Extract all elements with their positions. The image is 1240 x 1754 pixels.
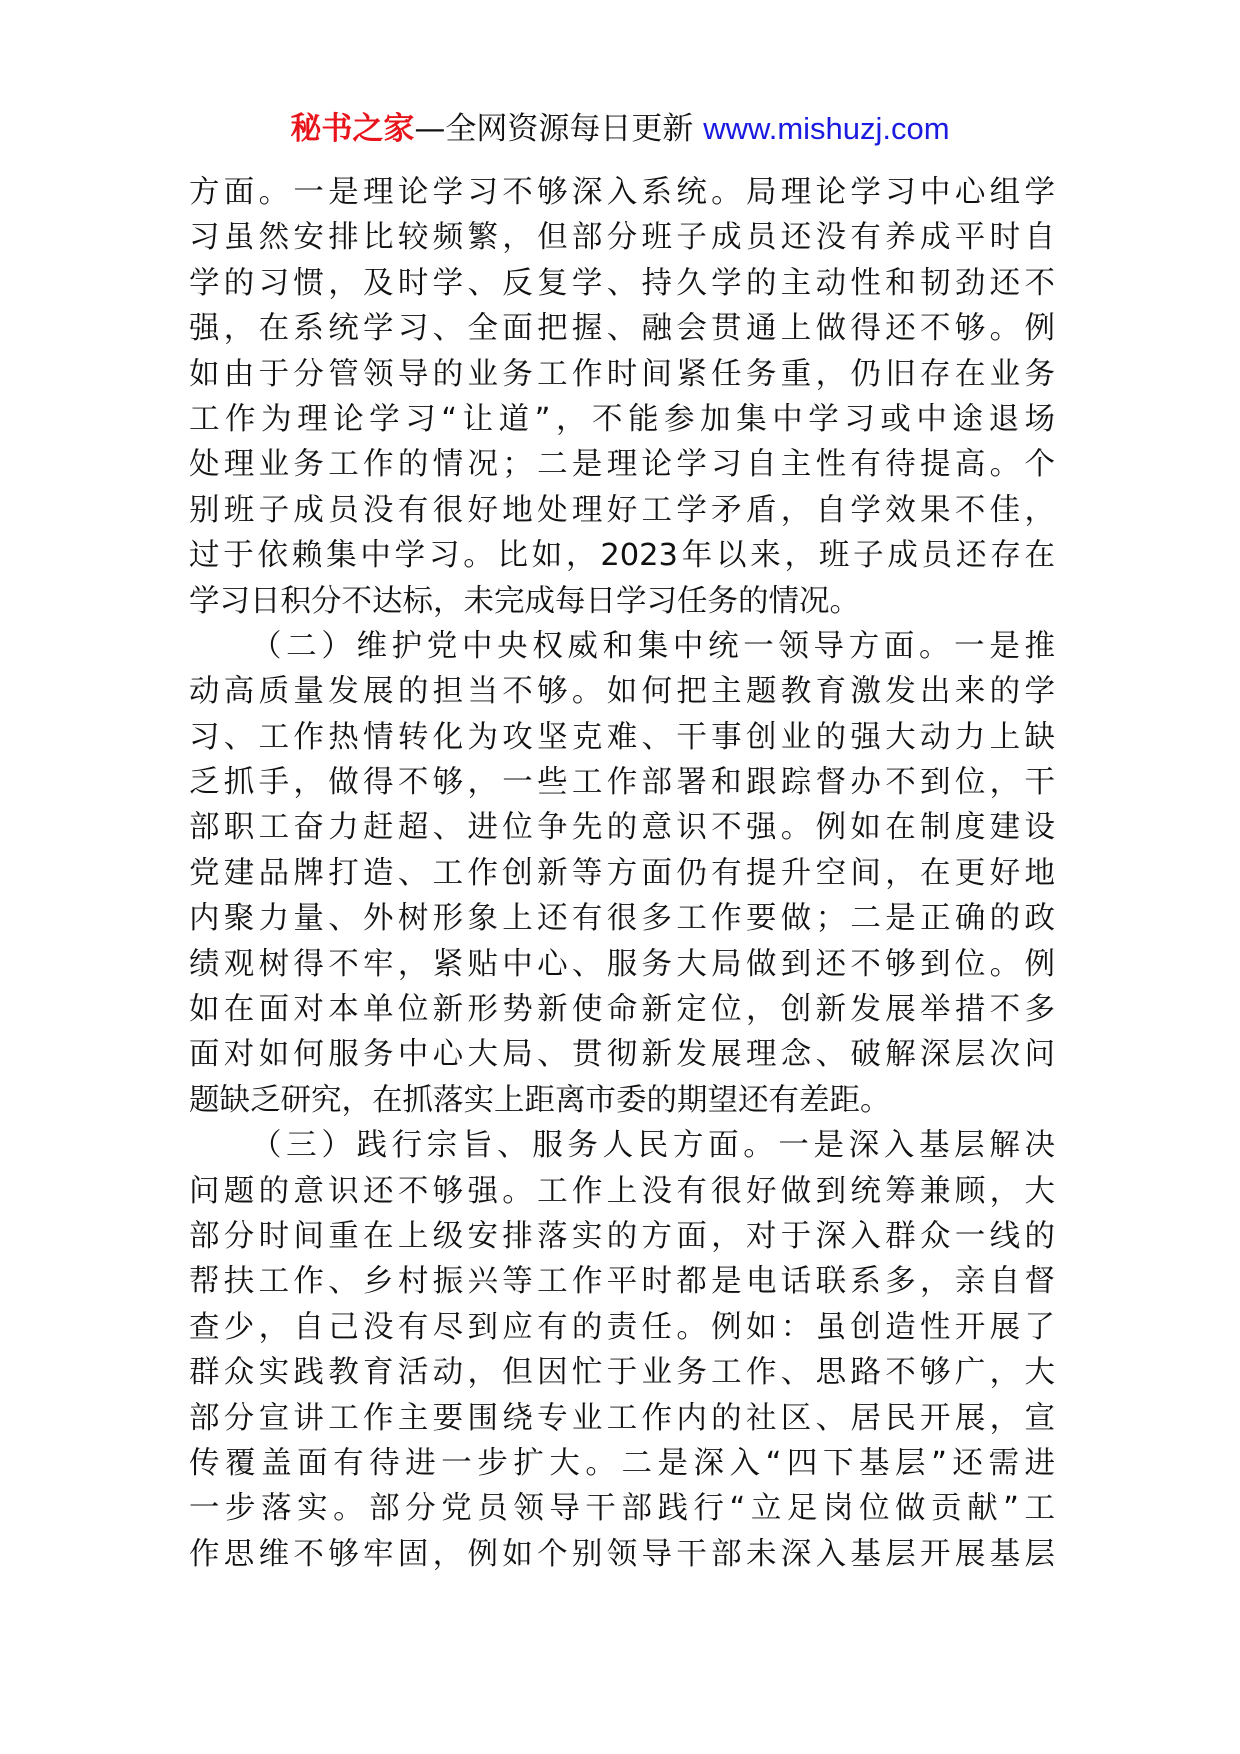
text-line: 问题的意识还不够强。工作上没有很好做到统筹兼顾，大	[189, 1173, 1055, 1209]
body-text	[189, 170, 1055, 1577]
text-line: 作思维不够牢固，例如个别领导干部未深入基层开展基层	[189, 1536, 1055, 1572]
text-line: 习、工作热情转化为攻坚克难、干事创业的强大动力上缺	[189, 719, 1055, 755]
brand-name: 秘书之家	[290, 111, 415, 147]
text-line: 过于依赖集中学习。比如，2023年以来，班子成员还存在	[189, 538, 1055, 574]
text-line: 如由于分管领导的业务工作时间紧任务重，仍旧存在业务	[189, 356, 1055, 392]
site-url-link[interactable]: www.mishuzj.com	[703, 111, 950, 146]
text-line: 别班子成员没有很好地处理好工学矛盾，自学效果不佳，	[189, 492, 1055, 528]
page-header	[0, 104, 1240, 154]
text-line: 内聚力量、外树形象上还有很多工作要做；二是正确的政	[189, 901, 1055, 937]
text-line: 群众实践教育活动，但因忙于业务工作、思路不够广，大	[189, 1355, 1055, 1391]
text-line: 强，在系统学习、全面把握、融会贯通上做得还不够。例	[189, 311, 1055, 347]
text-line: 查少，自己没有尽到应有的责任。例如：虽创造性开展了	[189, 1309, 1055, 1345]
header-tagline: —全网资源每日更新	[414, 111, 704, 147]
text-line: 方面。一是理论学习不够深入系统。局理论学习中心组学	[189, 175, 1055, 210]
text-line: 部分时间重在上级安排落实的方面，对于深入群众一线的	[189, 1218, 1055, 1254]
text-line: 党建品牌打造、工作创新等方面仍有提升空间，在更好地	[189, 855, 1055, 891]
text-line: 工作为理论学习“让道”，不能参加集中学习或中途退场	[189, 401, 1055, 437]
text-line: 动高质量发展的担当不够。如何把主题教育激发出来的学	[189, 674, 1055, 710]
section-heading-line: （二）维护党中央权威和集中统一领导方面。一是推	[251, 628, 1055, 664]
text-line: 绩观树得不牢，紧贴中心、服务大局做到还不够到位。例	[189, 946, 1055, 982]
text-line: 处理业务工作的情况；二是理论学习自主性有待提高。个	[189, 447, 1055, 483]
text-line: 学习日积分不达标，未完成每日学习任务的情况。	[189, 583, 860, 619]
text-line: 学的习惯，及时学、反复学、持久学的主动性和韧劲还不	[189, 265, 1055, 301]
text-line: 题缺乏研究，在抓落实上距离市委的期望还有差距。	[189, 1082, 891, 1118]
section-heading-line: （三）践行宗旨、服务人民方面。一是深入基层解决	[251, 1128, 1055, 1164]
text-line: 部职工奋力赶超、进位争先的意识不强。例如在制度建设	[189, 810, 1055, 846]
text-line: 传覆盖面有待进一步扩大。二是深入“四下基层”还需进	[189, 1445, 1055, 1481]
text-line: 如在面对本单位新形势新使命新定位，创新发展举措不多	[189, 992, 1055, 1028]
text-line: 面对如何服务中心大局、贯彻新发展理念、破解深层次问	[189, 1037, 1055, 1073]
text-line: 习虽然安排比较频繁，但部分班子成员还没有养成平时自	[189, 220, 1055, 256]
text-line: 一步落实。部分党员领导干部践行“立足岗位做贡献”工	[189, 1491, 1055, 1527]
text-line: 部分宣讲工作主要围绕专业工作内的社区、居民开展，宣	[189, 1400, 1055, 1436]
text-line: 帮扶工作、乡村振兴等工作平时都是电话联系多，亲自督	[189, 1264, 1055, 1300]
text-line: 乏抓手，做得不够，一些工作部署和跟踪督办不到位，干	[189, 765, 1055, 801]
